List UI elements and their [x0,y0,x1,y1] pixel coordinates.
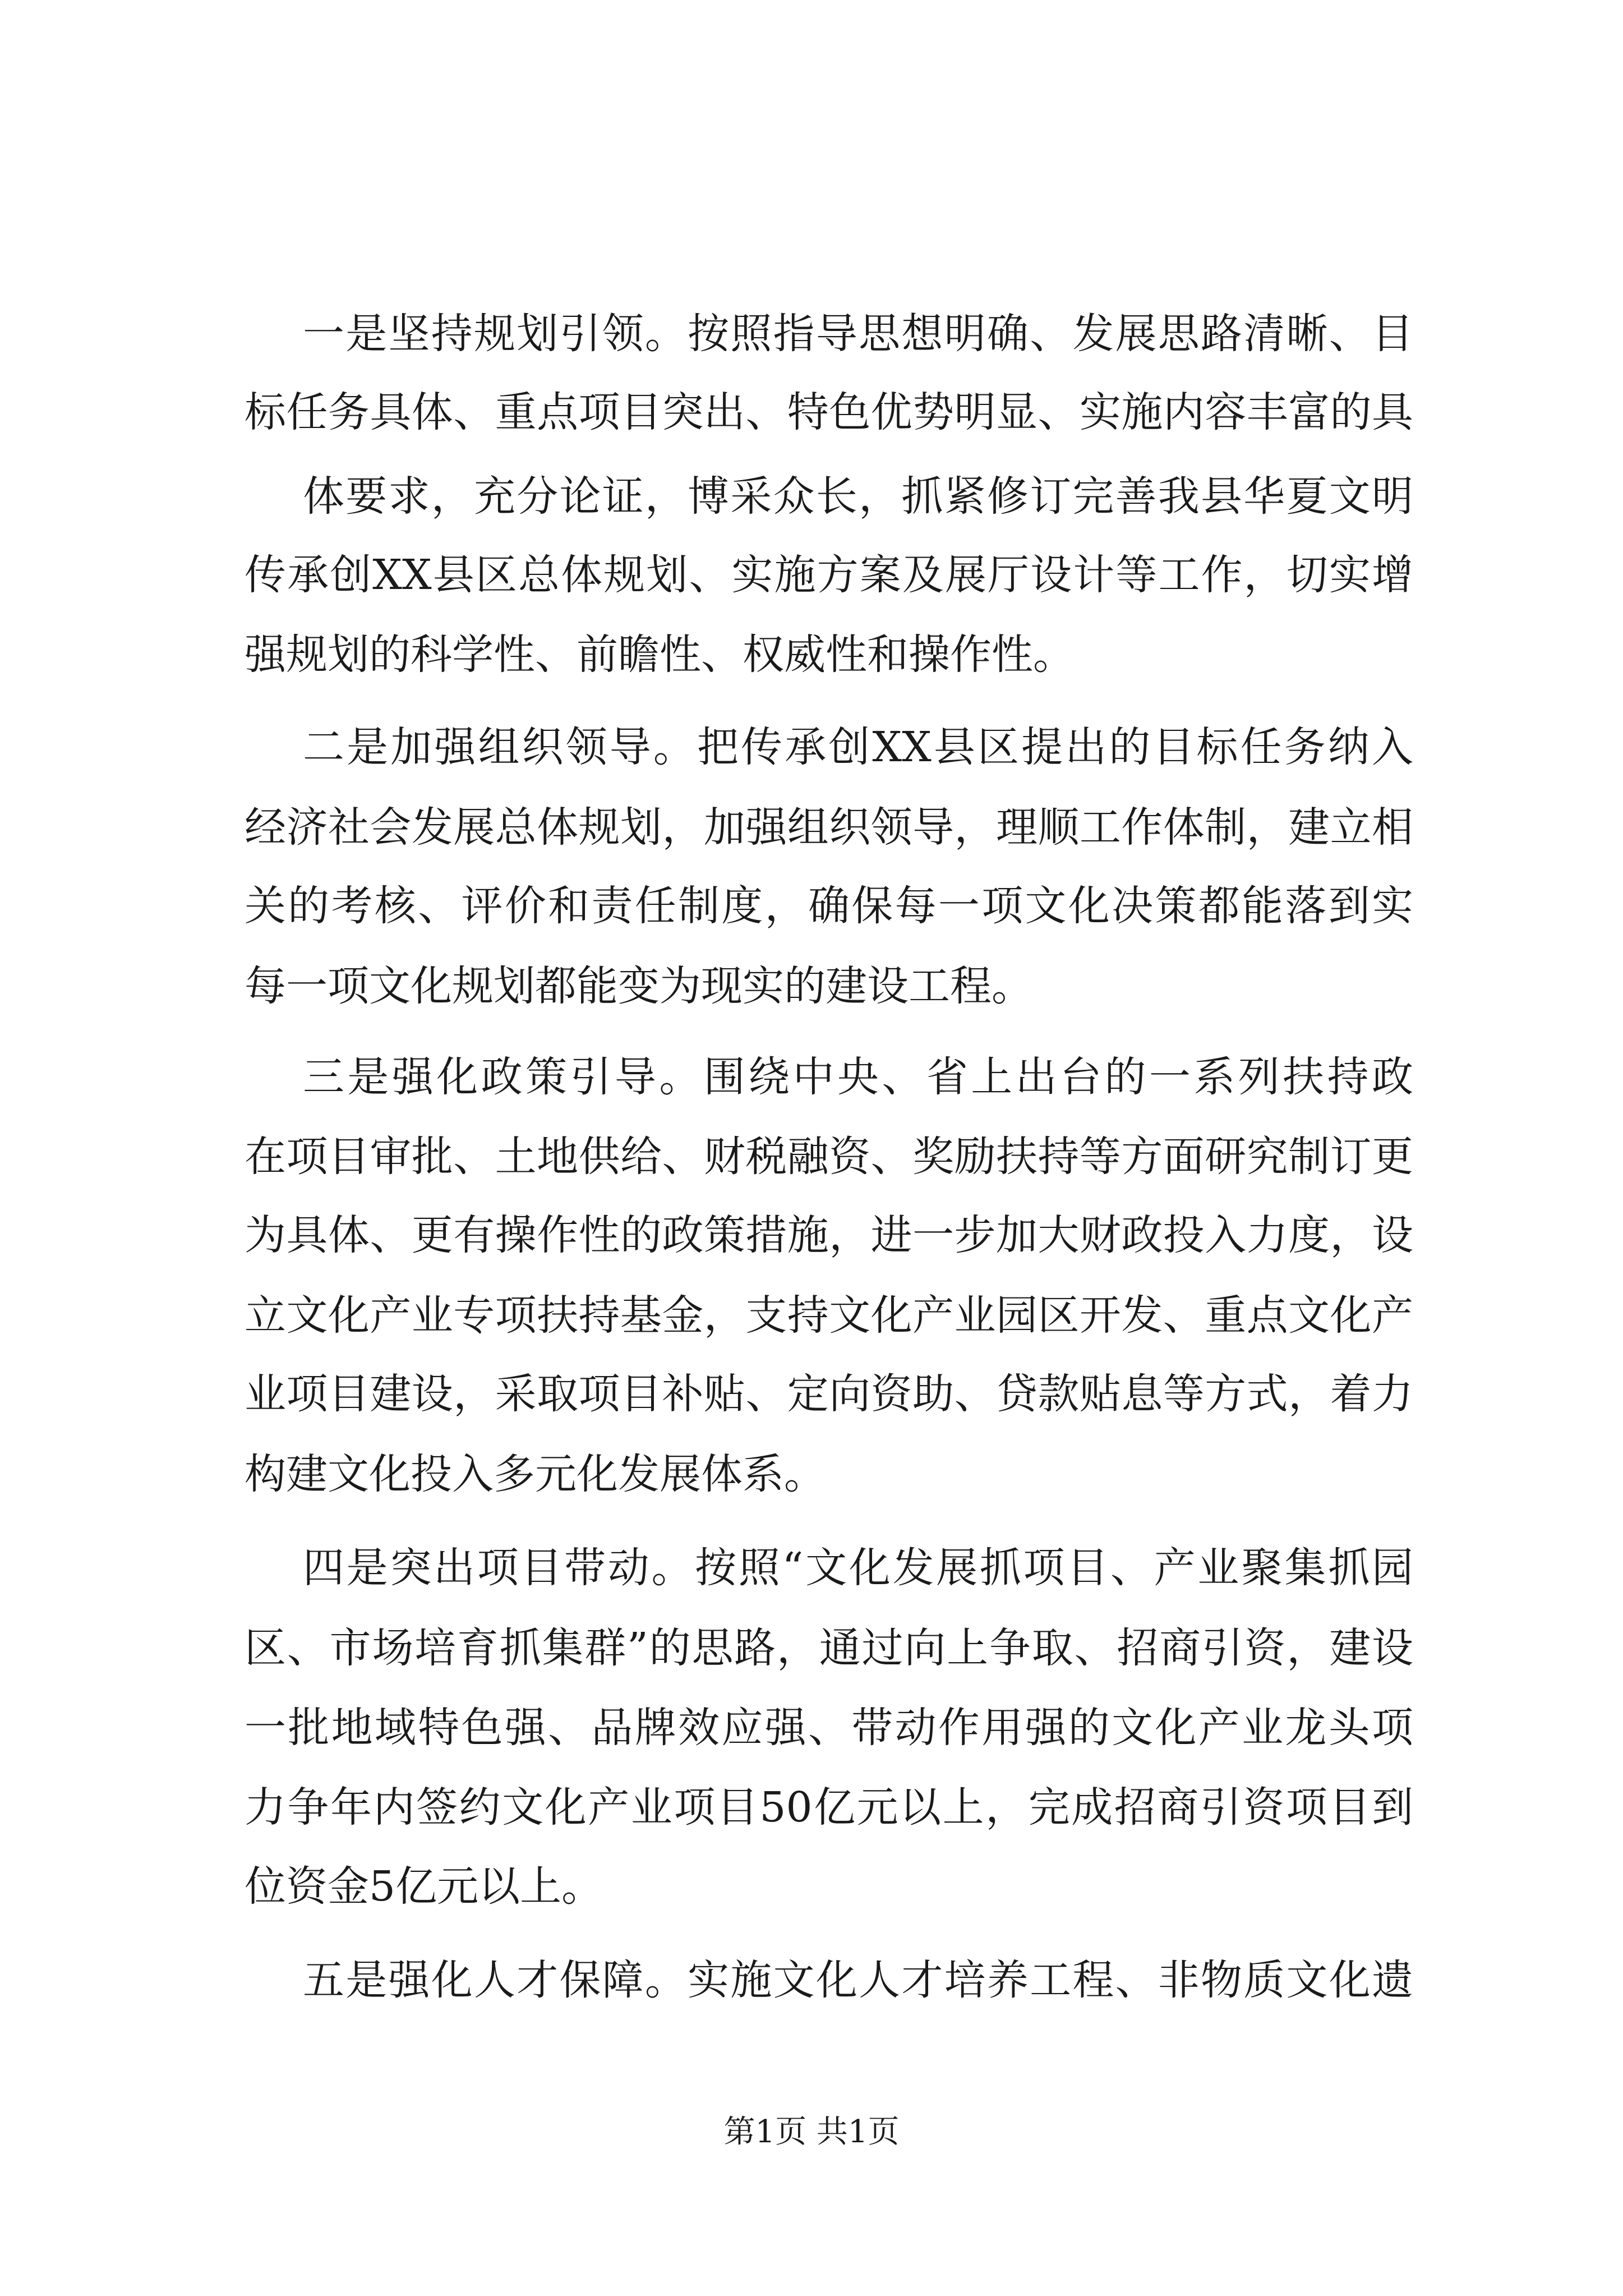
text-line: 立文化产业专项扶持基金，支持文化产业园区开发、重点文化产 [245,1291,1413,1340]
text-line: 为具体、更有操作性的政策措施，进一步加大财政投入力度，设 [245,1211,1413,1259]
text-line: 体要求，充分论证，博采众长，抓紧修订完善我县华夏文明 [303,472,1413,521]
text-line: 一批地域特色强、品牌效应强、带动作用强的文化产业龙头项 [245,1704,1413,1752]
text-line: 关的考核、评价和责任制度，确保每一项文化决策都能落到实 [245,882,1413,930]
text-line: 经济社会发展总体规划，加强组织领导，理顺工作体制，建立相 [245,803,1413,852]
text-line: 在项目审批、土地供给、财税融资、奖励扶持等方面研究制订更 [245,1133,1413,1181]
text-line: 四是突出项目带动。按照“文化发展抓项目、产业聚集抓园 [303,1544,1413,1592]
text-line: 传承创XX县区总体规划、实施方案及展厅设计等工作，切实增 [245,551,1413,599]
text-line: 五是强化人才保障。实施文化人才培养工程、非物质文化遗 [303,1956,1413,2004]
text-line: 二是加强组织领导。把传承创XX县区提出的目标任务纳入 [303,723,1413,771]
text-line: 业项目建设，采取项目补贴、定向资助、贷款贴息等方式，着力 [245,1370,1413,1418]
text-line: 区、市场培育抓集群”的思路，通过向上争取、招商引资，建设 [245,1624,1413,1672]
text-line: 构建文化投入多元化发展体系。 [245,1450,826,1498]
text-line: 位资金5亿元以上。 [245,1862,603,1911]
text-line: 每一项文化规划都能变为现实的建设工程。 [245,962,1033,1010]
text-line: 力争年内签约文化产业项目50亿元以上，完成招商引资项目到 [245,1783,1413,1832]
text-line: 强规划的科学性、前瞻性、权威性和操作性。 [245,631,1075,679]
text-line: 一是坚持规划引领。按照指导思想明确、发展思路清晰、目 [303,310,1413,358]
text-line: 标任务具体、重点项目突出、特色优势明显、实施内容丰富的具 [245,388,1413,436]
page-number: 第1页 共1页 [723,2114,900,2150]
text-line: 三是强化政策引导。围绕中央、省上出台的一系列扶持政 [303,1053,1413,1101]
